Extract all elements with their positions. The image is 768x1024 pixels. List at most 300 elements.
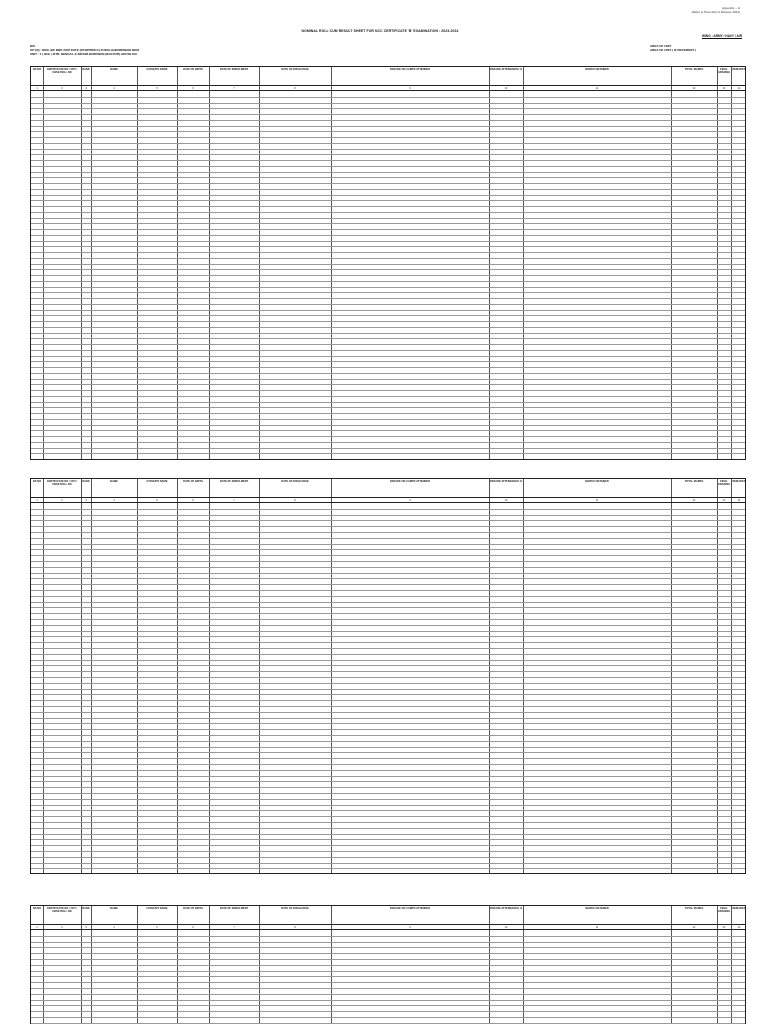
table-row-line: [31, 515, 745, 516]
column-header: TOTAL MARKS: [684, 480, 704, 483]
table-row-line: [31, 252, 745, 253]
table-row-line: [31, 195, 745, 196]
table-row-line: [31, 430, 745, 431]
table-row-line: [31, 321, 745, 322]
column-divider: [91, 906, 92, 924]
table-row-line: [31, 689, 745, 690]
column-divider: [731, 67, 732, 85]
column-divider: [43, 479, 44, 497]
column-divider: [209, 906, 210, 924]
table-row-line: [31, 160, 745, 161]
column-divider: [259, 925, 260, 929]
table-row-line: [31, 218, 745, 219]
table-row-line: [31, 281, 745, 282]
column-divider: [81, 479, 82, 497]
table-row-line: [31, 287, 745, 288]
table-row-line: [31, 526, 745, 527]
table-row-line: [31, 361, 745, 362]
column-number: 1: [36, 86, 38, 90]
table-row-line: [31, 764, 745, 765]
unit-code-lines: [30, 44, 290, 57]
table-row-line: [31, 131, 745, 132]
table-row-line: [31, 770, 745, 771]
table-row-line: [31, 596, 745, 597]
column-header: SR NO: [32, 480, 42, 483]
table-row-line: [31, 419, 745, 420]
column-header: DATE OF BIRTH: [183, 907, 203, 910]
column-divider: [671, 498, 672, 502]
result-table-section-1: [30, 66, 746, 460]
column-number: 7: [233, 925, 235, 929]
column-divider: [717, 925, 718, 929]
document-title: NOMINAL ROLL CUM RESULT SHEET FOR NCC CERTIFICATE 'B' EXAMINATION : 2023-2024: [301, 29, 459, 33]
column-divider: [671, 67, 672, 85]
table-row-line: [31, 298, 745, 299]
column-divider: [731, 906, 732, 924]
column-divider: [209, 479, 210, 497]
table-row-line: [31, 573, 745, 574]
table-row-line: [31, 982, 745, 983]
column-divider: [81, 498, 82, 502]
table-row-line: [31, 584, 745, 585]
column-divider: [137, 925, 138, 929]
column-header: DATE OF BIRTH: [183, 68, 203, 71]
appendix-subtitle: (Refer to Para 4(b) of Manual. 2023): [691, 10, 740, 14]
column-divider: [43, 925, 44, 929]
column-divider: [91, 67, 92, 85]
table-row-line: [31, 338, 745, 339]
column-header: NAME: [110, 907, 118, 910]
column-header: REMARKS: [732, 907, 746, 910]
table-row-line: [31, 868, 745, 869]
column-divider: [489, 925, 490, 929]
table-row-line: [31, 97, 745, 98]
table-row-line: [31, 648, 745, 649]
table-row-line: [31, 758, 745, 759]
column-number: 5: [156, 925, 158, 929]
code-line: GP HQ : BKD, BP, BNP, DGP DATE (DT.BP/RNCC) PURULIA/BURDWAN/ BKM: [30, 48, 139, 53]
table-row-line: [31, 327, 745, 328]
table-row-line: [31, 642, 745, 643]
column-divider: [731, 925, 732, 929]
column-divider: [331, 86, 332, 90]
table-row-line: [31, 857, 745, 858]
table-row-line: [31, 544, 745, 545]
column-divider: [209, 498, 210, 502]
column-header: RANK: [82, 907, 90, 910]
column-divider: [177, 67, 178, 85]
area-code-lines: [650, 44, 760, 52]
column-divider: [43, 906, 44, 924]
table-row-line: [31, 671, 745, 672]
table-row-line: [31, 200, 745, 201]
column-number: 8: [294, 86, 296, 90]
table-row-line: [31, 607, 745, 608]
table-row-line: [31, 367, 745, 368]
column-divider: [259, 498, 260, 502]
column-divider: [331, 906, 332, 924]
column-divider: [523, 925, 524, 929]
table-row-line: [31, 947, 745, 948]
column-number: 3: [85, 498, 87, 502]
column-number: 7: [233, 86, 235, 90]
column-header: CERTIFICATE NO / CDT / CBSE ROLL NO: [46, 907, 78, 913]
column-divider: [331, 67, 332, 85]
table-row-line: [31, 149, 745, 150]
table-row-line: [31, 356, 745, 357]
table-row-line: [31, 538, 745, 539]
table-body: [30, 91, 746, 460]
column-divider: [523, 906, 524, 924]
column-header: RANK: [82, 480, 90, 483]
column-divider: [209, 925, 210, 929]
table-row-line: [31, 631, 745, 632]
table-row-line: [31, 172, 745, 173]
column-divider: [259, 86, 260, 90]
column-header: CERTIFICATE NO / CDT / CBSE ROLL NO: [46, 68, 78, 74]
column-header: DATE OF DISCHARGE: [281, 907, 309, 910]
table-row-line: [31, 706, 745, 707]
column-divider: [43, 498, 44, 502]
table-row-line: [31, 816, 745, 817]
table-row-line: [31, 390, 745, 391]
table-row-line: [31, 994, 745, 995]
column-number: 12: [692, 498, 696, 502]
table-row-line: [31, 578, 745, 579]
column-divider: [731, 479, 732, 497]
column-header: SR NO: [32, 907, 42, 910]
table-row-line: [31, 258, 745, 259]
column-divider: [489, 86, 490, 90]
column-header: PARADE OR CAMPS ATTENDED: [389, 68, 430, 71]
column-divider: [137, 67, 138, 85]
column-divider: [81, 906, 82, 924]
column-divider: [523, 86, 524, 90]
column-number: 3: [85, 86, 87, 90]
appendix-label: [580, 6, 740, 14]
column-number: 14: [737, 925, 741, 929]
table-row-line: [31, 206, 745, 207]
column-number: 12: [692, 925, 696, 929]
result-table-section-3: [30, 905, 746, 1024]
column-header: NAME: [110, 68, 118, 71]
column-divider: [671, 479, 672, 497]
table-row-line: [31, 509, 745, 510]
table-row-line: [31, 229, 745, 230]
table-row-line: [31, 752, 745, 753]
column-number: 10: [504, 498, 508, 502]
column-number: 10: [504, 925, 508, 929]
table-body: [30, 503, 746, 874]
column-number: 4: [113, 86, 115, 90]
table-row-line: [31, 787, 745, 788]
appendix-title: Appendix – H: [721, 6, 740, 10]
table-row-line: [31, 350, 745, 351]
column-number: 5: [156, 86, 158, 90]
column-number: 13: [722, 498, 726, 502]
table-row-line: [31, 828, 745, 829]
table-row-line: [31, 425, 745, 426]
table-row-line: [31, 822, 745, 823]
column-divider: [177, 86, 178, 90]
table-row-line: [31, 965, 745, 966]
table-header-row: [30, 66, 746, 86]
table-row-line: [31, 344, 745, 345]
table-row-line: [31, 567, 745, 568]
column-divider: [177, 479, 178, 497]
table-row-line: [31, 103, 745, 104]
column-header: PARADE OR CAMPS ATTENDED: [389, 480, 430, 483]
column-divider: [489, 498, 490, 502]
table-row-line: [31, 292, 745, 293]
column-divider: [717, 479, 718, 497]
table-row-line: [31, 304, 745, 305]
table-row-line: [31, 189, 745, 190]
column-divider: [331, 479, 332, 497]
column-divider: [91, 86, 92, 90]
table-row-line: [31, 942, 745, 943]
column-divider: [91, 498, 92, 502]
table-row-line: [31, 407, 745, 408]
column-divider: [81, 86, 82, 90]
column-number: 2: [61, 925, 63, 929]
table-header-row: [30, 478, 746, 498]
column-number: 6: [192, 498, 194, 502]
column-header: DATE OF DISCHARGE: [281, 68, 309, 71]
table-row-line: [31, 845, 745, 846]
table-row-line: [31, 839, 745, 840]
table-row-line: [31, 143, 745, 144]
page-header: [0, 0, 768, 70]
column-divider: [731, 498, 732, 502]
table-row-line: [31, 177, 745, 178]
column-number: 8: [294, 925, 296, 929]
table-row-line: [31, 723, 745, 724]
column-header: DATE OF ENROLMENT: [219, 480, 249, 483]
table-row-line: [31, 183, 745, 184]
code-line: UNIT : 1 ( W.B. ) BTN. BENGAL & SIKKIM BURDWAN (BOLPUR) HOUSE NO.: [30, 52, 138, 57]
column-divider: [717, 67, 718, 85]
table-row-line: [31, 694, 745, 695]
table-row-line: [31, 781, 745, 782]
column-header: FINAL GRADING: [717, 907, 731, 913]
table-row-line: [31, 683, 745, 684]
column-divider: [331, 925, 332, 929]
table-row-line: [31, 1017, 745, 1018]
table-row-line: [31, 379, 745, 380]
table-row-line: [31, 613, 745, 614]
table-row-line: [31, 561, 745, 562]
column-divider: [209, 67, 210, 85]
table-row-line: [31, 532, 745, 533]
table-row-line: [31, 590, 745, 591]
table-row-line: [31, 636, 745, 637]
table-row-line: [31, 971, 745, 972]
column-header: FINAL GRADING: [717, 68, 731, 74]
table-row-line: [31, 712, 745, 713]
column-number: 4: [113, 925, 115, 929]
table-row-line: [31, 959, 745, 960]
table-row-line: [31, 851, 745, 852]
table-row-line: [31, 660, 745, 661]
column-header: MARKS OBTAINED: [585, 68, 609, 71]
column-divider: [177, 906, 178, 924]
table-row-line: [31, 212, 745, 213]
column-divider: [43, 86, 44, 90]
column-header: DATE OF BIRTH: [183, 480, 203, 483]
table-row-line: [31, 442, 745, 443]
column-number: 6: [192, 925, 194, 929]
column-number: 2: [61, 86, 63, 90]
column-header: REMARKS: [732, 68, 746, 71]
column-header: FINAL GRADING: [717, 480, 731, 486]
column-header: PARADE OR CAMPS ATTENDED: [389, 907, 430, 910]
column-divider: [259, 67, 260, 85]
column-number: 14: [737, 86, 741, 90]
column-divider: [717, 86, 718, 90]
column-divider: [523, 498, 524, 502]
column-divider: [137, 498, 138, 502]
column-number: 9: [409, 86, 411, 90]
column-number: 1: [36, 498, 38, 502]
column-divider: [331, 498, 332, 502]
column-number: 14: [737, 498, 741, 502]
column-divider: [91, 479, 92, 497]
table-row-line: [31, 241, 745, 242]
column-number: 2: [61, 498, 63, 502]
code-line: DIS: [30, 44, 36, 48]
column-number: 11: [595, 925, 599, 929]
table-row-line: [31, 834, 745, 835]
table-row-line: [31, 805, 745, 806]
column-number: 13: [722, 86, 726, 90]
column-divider: [671, 925, 672, 929]
column-divider: [731, 86, 732, 90]
column-divider: [717, 906, 718, 924]
column-number: 11: [595, 498, 599, 502]
column-number: 3: [85, 925, 87, 929]
table-row-line: [31, 602, 745, 603]
table-header-row: [30, 905, 746, 925]
table-row-line: [31, 793, 745, 794]
column-divider: [489, 67, 490, 85]
table-row-line: [31, 114, 745, 115]
column-header: CERTIFICATE NO / CDT / CBSE ROLL NO: [46, 480, 78, 486]
column-number: 9: [409, 925, 411, 929]
column-header: REMARKS: [732, 480, 746, 483]
result-table-section-2: [30, 478, 746, 874]
table-row-line: [31, 108, 745, 109]
table-row-line: [31, 373, 745, 374]
table-row-line: [31, 448, 745, 449]
column-divider: [259, 906, 260, 924]
table-row-line: [31, 520, 745, 521]
table-row-line: [31, 246, 745, 247]
table-row-line: [31, 776, 745, 777]
code-line: AREA OF UNIT ( IF DIFFERENT ): [650, 48, 697, 53]
table-row-line: [31, 718, 745, 719]
table-row-line: [31, 729, 745, 730]
table-row-line: [31, 741, 745, 742]
table-row-line: [31, 665, 745, 666]
table-row-line: [31, 619, 745, 620]
table-row-line: [31, 402, 745, 403]
table-row-line: [31, 235, 745, 236]
wing-stamp: WING : ARMY / NAVY / AIR: [702, 34, 742, 38]
table-row-line: [31, 810, 745, 811]
column-header: TOTAL MARKS: [684, 68, 704, 71]
column-number: 4: [113, 498, 115, 502]
table-row-line: [31, 953, 745, 954]
column-header: PARADE ATTENDANCE %: [489, 480, 523, 483]
column-number: 12: [692, 86, 696, 90]
column-divider: [43, 67, 44, 85]
column-divider: [177, 498, 178, 502]
table-row-line: [31, 1005, 745, 1006]
column-header: PARADE ATTENDANCE %: [489, 68, 523, 71]
table-row-line: [31, 126, 745, 127]
column-header: SR NO: [32, 68, 42, 71]
column-number: 13: [722, 925, 726, 929]
column-number: 8: [294, 498, 296, 502]
column-header: TOTAL MARKS: [684, 907, 704, 910]
column-number: 5: [156, 498, 158, 502]
column-header: DATE OF ENROLMENT: [219, 68, 249, 71]
code-line: AREA OF UNIT: [650, 44, 672, 48]
column-header: DATE OF DISCHARGE: [281, 480, 309, 483]
table-row-line: [31, 275, 745, 276]
column-divider: [137, 479, 138, 497]
column-number: 10: [504, 86, 508, 90]
table-row-line: [31, 396, 745, 397]
table-row-line: [31, 166, 745, 167]
table-row-line: [31, 120, 745, 121]
column-divider: [259, 479, 260, 497]
table-row-line: [31, 700, 745, 701]
column-header: MARKS OBTAINED: [585, 907, 609, 910]
table-row-line: [31, 677, 745, 678]
column-divider: [137, 86, 138, 90]
table-row-line: [31, 747, 745, 748]
column-divider: [671, 906, 672, 924]
table-row-line: [31, 799, 745, 800]
column-header: RANK: [82, 68, 90, 71]
column-divider: [81, 67, 82, 85]
column-header: FATHER'S NAME: [146, 68, 168, 71]
column-header: DATE OF ENROLMENT: [219, 907, 249, 910]
table-row-line: [31, 735, 745, 736]
column-divider: [81, 925, 82, 929]
table-row-line: [31, 223, 745, 224]
table-row-line: [31, 863, 745, 864]
column-divider: [489, 479, 490, 497]
table-row-line: [31, 384, 745, 385]
column-header: FATHER'S NAME: [146, 907, 168, 910]
table-row-line: [31, 625, 745, 626]
table-row-line: [31, 555, 745, 556]
column-number: 1: [36, 925, 38, 929]
column-divider: [91, 925, 92, 929]
column-divider: [489, 906, 490, 924]
table-row-line: [31, 269, 745, 270]
column-number: 9: [409, 498, 411, 502]
table-body: [30, 930, 746, 1024]
column-divider: [671, 86, 672, 90]
table-row-line: [31, 310, 745, 311]
column-number: 7: [233, 498, 235, 502]
table-row-line: [31, 936, 745, 937]
column-divider: [209, 86, 210, 90]
